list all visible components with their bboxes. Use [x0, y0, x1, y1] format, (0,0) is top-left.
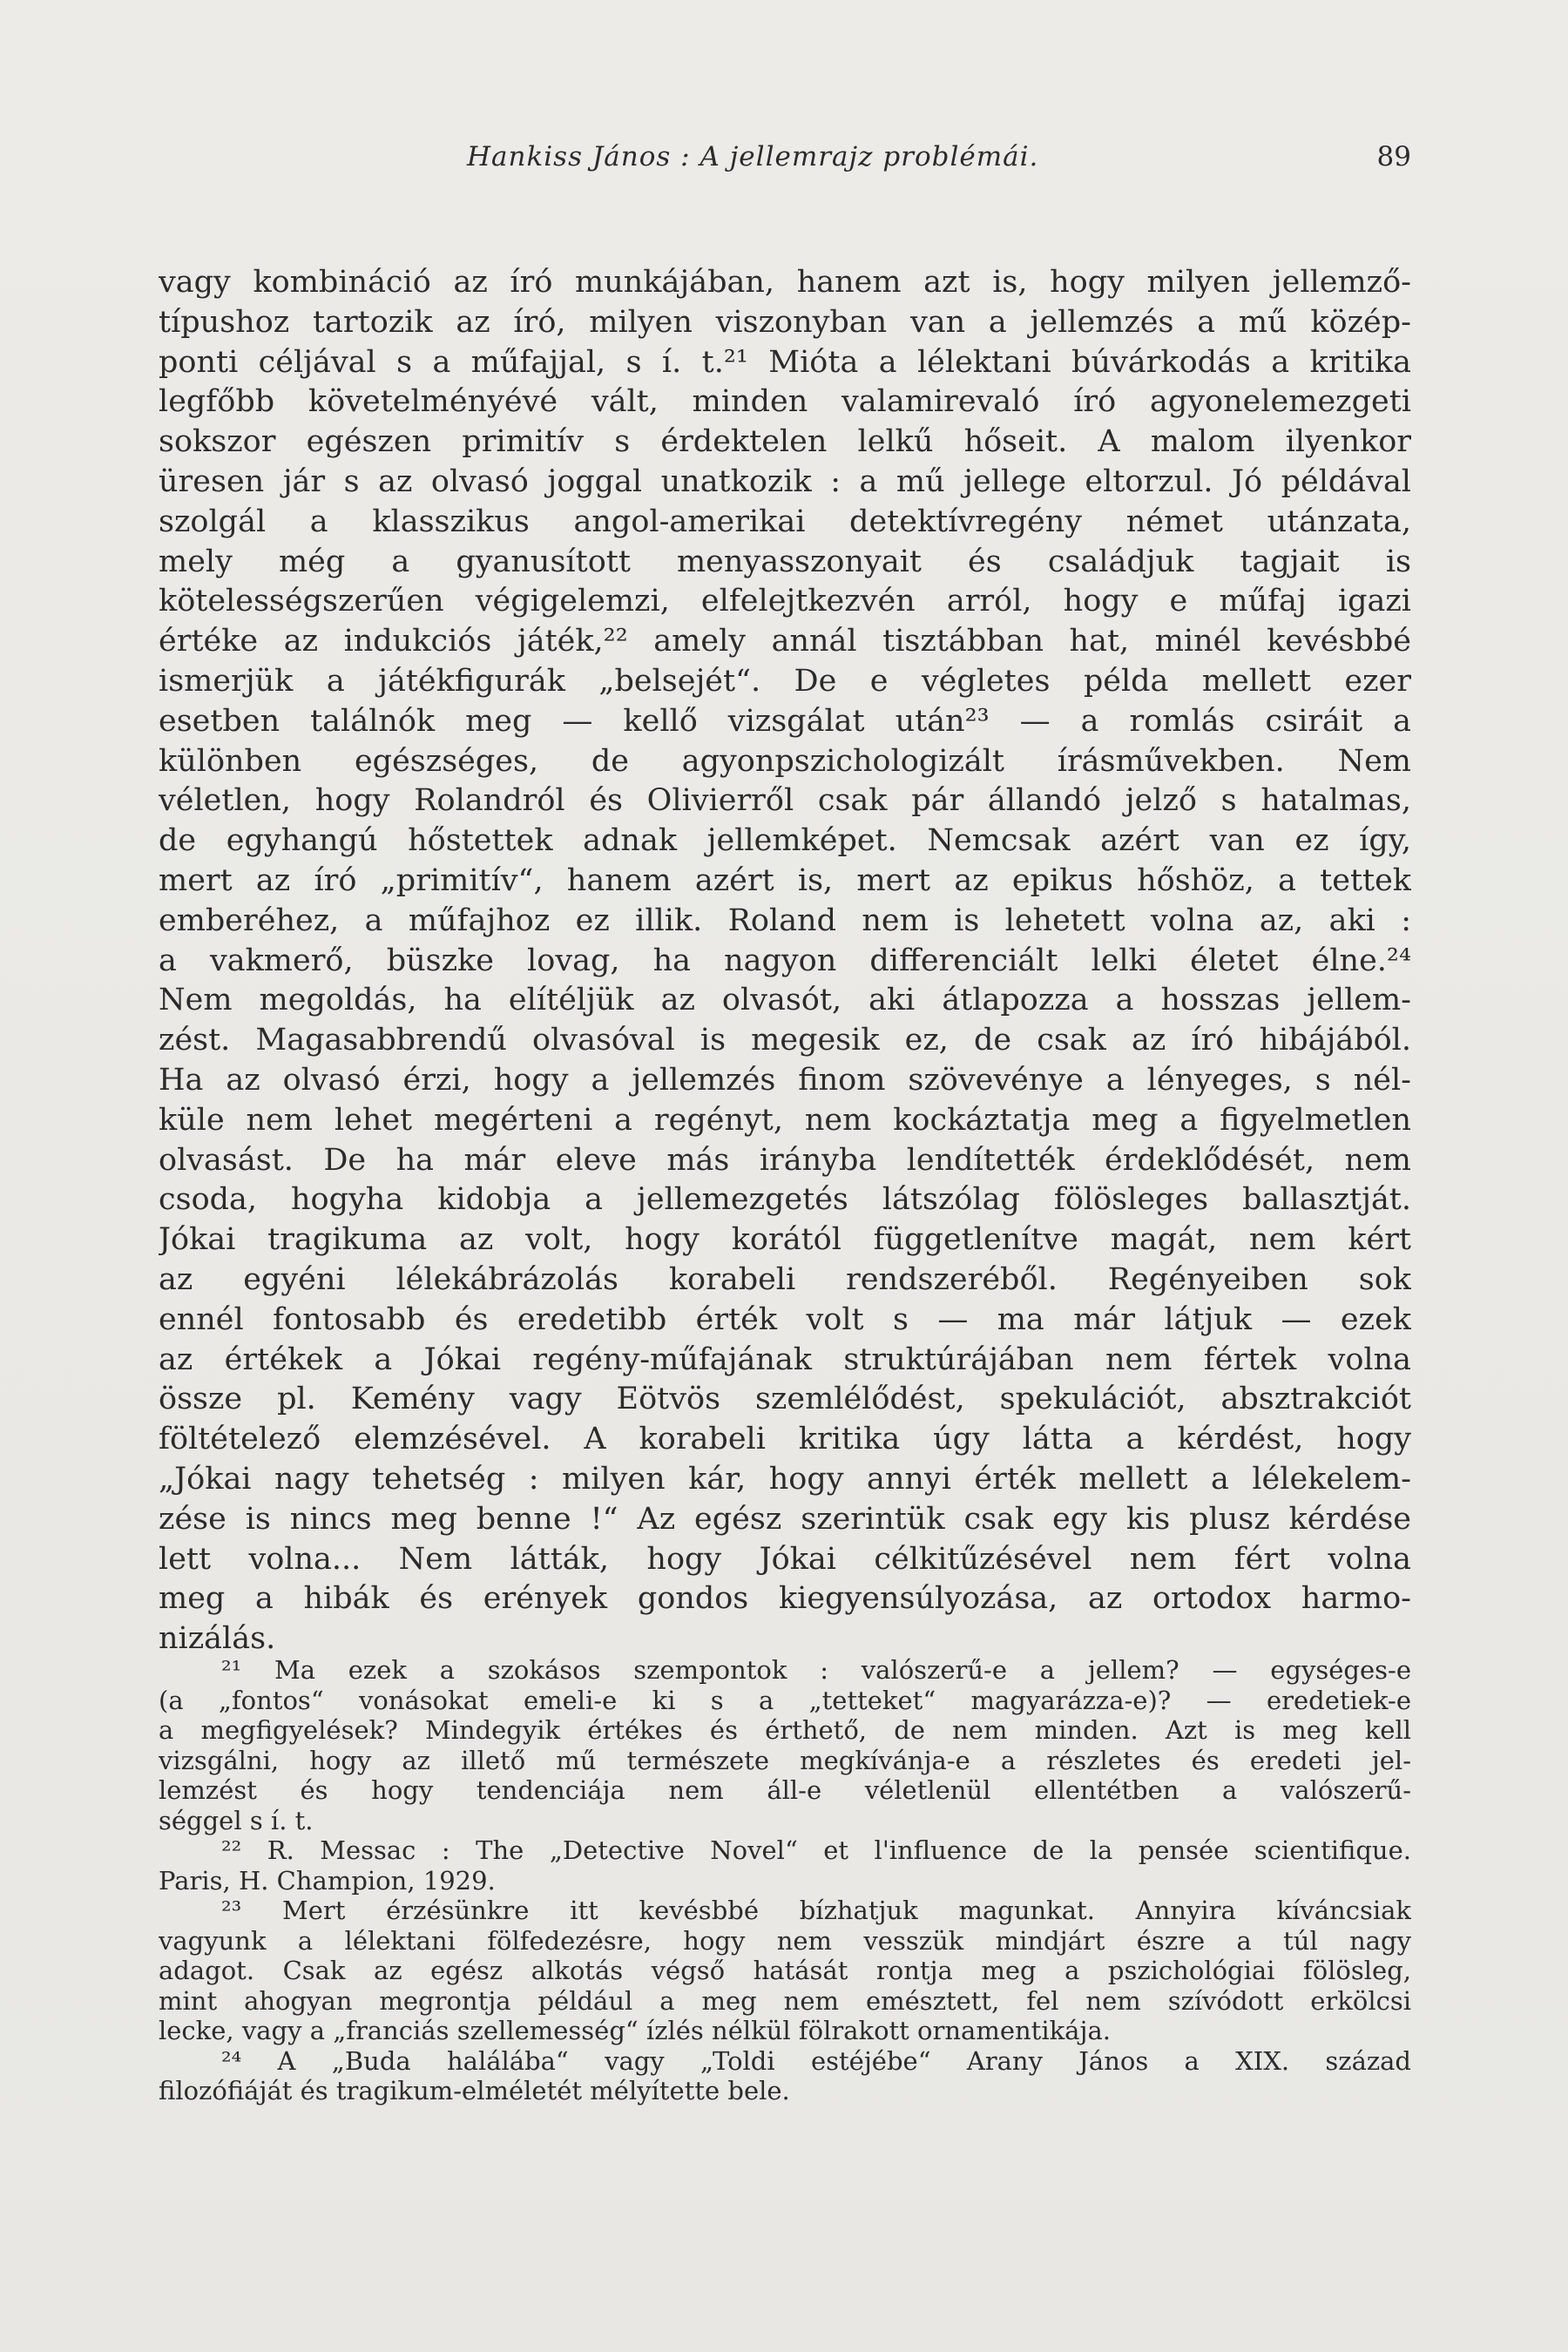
text-line: Jókai tragikuma az volt, hogy korától függetlenítve magát, nem kért: [159, 1222, 1411, 1258]
footnote-line: lecke, vagy a „franciás szellemesség“ ízlés nélkül fölrakott ornamentikája.: [159, 2016, 1111, 2045]
text-line: ennél fontosabb és eredetibb érték volt s — ma már látjuk — ezek: [159, 1301, 1411, 1337]
text-line: szolgál a klasszikus angol-amerikai detektívregény német utánzata,: [159, 504, 1411, 539]
footnote-line: Paris, H. Champion, 1929.: [159, 1865, 496, 1896]
text-line: össze pl. Kemény vagy Eötvös szemlélődést, spekulációt, absztrakciót: [159, 1382, 1411, 1417]
footnote-line: ²¹ Ma ezek a szokásos szempontok : valószerű-e a jellem? — egységes-e: [221, 1655, 1411, 1685]
text-line: legfőbb követelményévé vált, minden valamirevaló író agyonelemezgeti: [159, 384, 1411, 420]
footnote-line: vagyunk a lélektani fölfedezésre, hogy nem vesszük mindjárt észre a túl nagy: [159, 1925, 1411, 1956]
text-line: ismerjük a játékfigurák „belsejét“. De e végletes példa mellett ezer: [159, 663, 1411, 699]
text-line: csoda, hogyha kidobja a jellemezgetés látszólag fölösleges ballasztját.: [159, 1182, 1411, 1218]
footnote-line: séggel s í. t.: [159, 1805, 314, 1835]
footnote-line: filozófiáját és tragikum-elméletét mélyítette bele.: [159, 2076, 790, 2105]
text-line: „Jókai nagy tehetség : milyen kár, hogy annyi érték mellett a lélekelem-: [159, 1461, 1411, 1497]
page-header: [159, 138, 1411, 176]
text-line: mert az író „primitív“, hanem azért is, mert az epikus hőshöz, a tettek: [159, 862, 1411, 898]
footnote-line: a megfigyelések? Mindegyik értékes és érthető, de nem minden. Azt is meg kell: [159, 1715, 1411, 1745]
text-line: olvasást. De ha már eleve más irányba lendítették érdeklődését, nem: [159, 1142, 1411, 1178]
main-text: [159, 263, 1411, 1659]
text-line: különben egészséges, de agyonpszichologizált írásművekben. Nem: [159, 743, 1411, 779]
footnote-line: lemzést és hogy tendenciája nem áll-e véletlenül ellentétben a valószerű-: [159, 1775, 1411, 1805]
footnote-line: adagot. Csak az egész alkotás végső hatását rontja meg a pszichológiai fölösleg,: [159, 1956, 1411, 1985]
text-line: az értékek a Jókai regény-műfajának struktúrájában nem fértek volna: [159, 1342, 1411, 1377]
text-line: föltételező elemzésével. A korabeli kritika úgy látta a kérdést, hogy: [159, 1422, 1411, 1457]
text-line: meg a hibák és erények gondos kiegyensúlyozása, az ortodox harmo-: [159, 1581, 1411, 1617]
footnote-line: (a „fontos“ vonásokat emeli-e ki s a „tetteket“ magyarázza-e)? — eredetiek-e: [159, 1685, 1411, 1715]
footnote-line: vizsgálni, hogy az illető mű természete megkívánja-e a részletes és eredeti jel-: [159, 1745, 1411, 1775]
page-number: 89: [1376, 141, 1411, 172]
footnote-line: ²⁴ A „Buda halálába“ vagy „Toldi estéjébe“ Arany János a XIX. század: [221, 2045, 1411, 2076]
footnotes: [159, 1655, 1411, 2106]
text-line: az egyéni lélekábrázolás korabeli rendszeréből. Regényeiben sok: [159, 1261, 1411, 1297]
text-line: üresen jár s az olvasó joggal unatkozik : a mű jellege eltorzul. Jó példával: [159, 463, 1411, 499]
footnote-line: mint ahogyan megrontja például a meg nem emésztett, fel nem szívódott erkölcsi: [159, 1985, 1411, 2016]
text-line: zése is nincs meg benne !“ Az egész szerintük csak egy kis plusz kérdése: [159, 1501, 1411, 1537]
text-line: értéke az indukciós játék,²² amely annál tisztábban hat, minél kevésbbé: [159, 624, 1411, 659]
text-line: emberéhez, a műfajhoz ez illik. Roland nem is lehetett volna az, aki :: [159, 902, 1411, 938]
running-title: Hankiss János : A jellemrajz problémái.: [467, 141, 1039, 172]
text-line: a vakmerő, büszke lovag, ha nagyon differenciált lelki életet élne.²⁴: [159, 943, 1411, 978]
text-line: kötelességszerűen végigelemzi, elfelejtkezvén arról, hogy e műfaj igazi: [159, 584, 1411, 619]
footnote-line: ²² R. Messac : The „Detective Novel“ et l'influence de la pensée scientifique.: [221, 1835, 1411, 1865]
text-line: ponti céljával s a műfajjal, s í. t.²¹ Mióta a lélektani búvárkodás a kritika: [159, 344, 1411, 380]
footnote-line: ²³ Mert érzésünkre itt kevésbbé bízhatjuk magunkat. Annyira kíváncsiak: [221, 1896, 1411, 1925]
text-line: esetben találnók meg — kellő vizsgálat után²³ — a romlás csiráit a: [159, 703, 1411, 739]
text-line: mely még a gyanusított menyasszonyait és családjuk tagjait is: [159, 544, 1411, 579]
text-line: Nem megoldás, ha elítéljük az olvasót, aki átlapozza a hosszas jellem-: [159, 983, 1411, 1018]
text-line: zést. Magasabbrendű olvasóval is megesik ez, de csak az író hibájából.: [159, 1023, 1411, 1058]
text-line: típushoz tartozik az író, milyen viszonyban van a jellemzés a mű közép-: [159, 304, 1411, 340]
text-line: Ha az olvasó érzi, hogy a jellemzés finom szövevénye a lényeges, s nél-: [159, 1062, 1411, 1098]
text-line: nizálás.: [159, 1621, 276, 1657]
text-line: sokszor egészen primitív s érdektelen lelkű hőseit. A malom ilyenkor: [159, 424, 1411, 460]
text-line: vagy kombináció az író munkájában, hanem azt is, hogy milyen jellemző-: [159, 265, 1411, 300]
text-line: lett volna... Nem látták, hogy Jókai célkitűzésével nem fért volna: [159, 1541, 1411, 1577]
text-line: küle nem lehet megérteni a regényt, nem kockáztatja meg a figyelmetlen: [159, 1102, 1411, 1138]
text-line: de egyhangú hőstettek adnak jellemképet. Nemcsak azért van ez így,: [159, 823, 1411, 859]
text-line: véletlen, hogy Rolandról és Olivierről csak pár állandó jelző s hatalmas,: [159, 783, 1411, 819]
